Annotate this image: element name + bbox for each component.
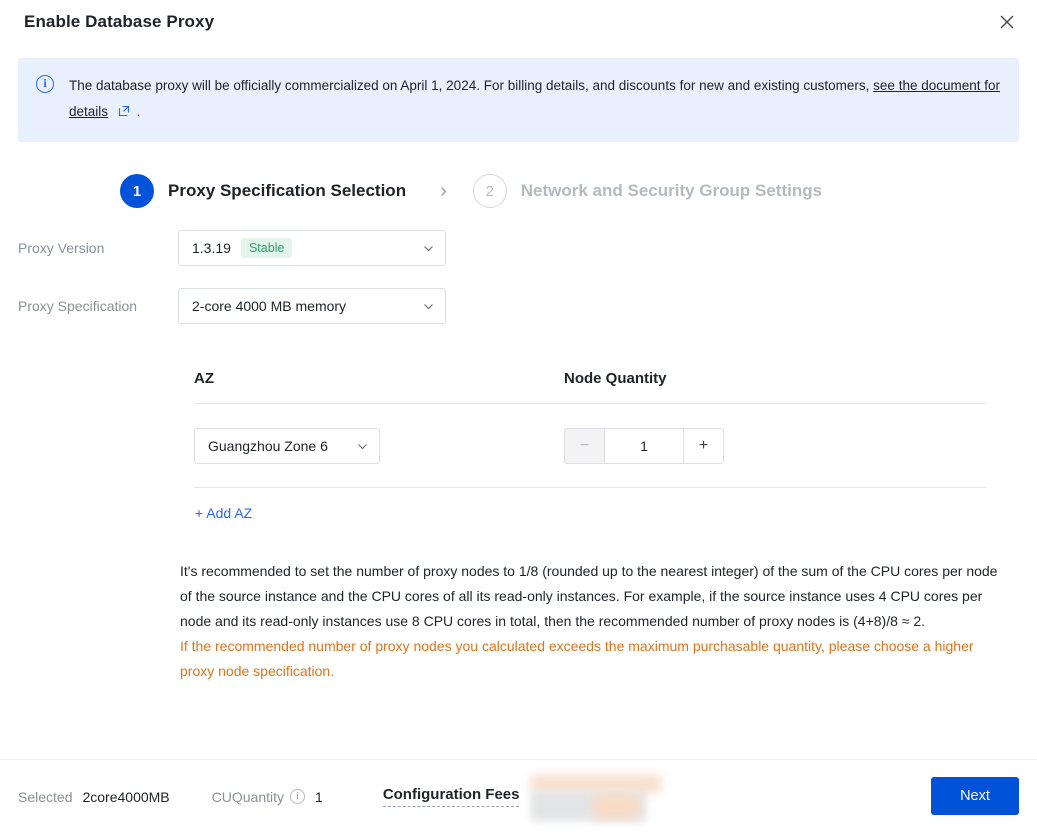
step-1-label: Proxy Specification Selection	[168, 181, 407, 200]
quantity-stepper	[564, 428, 724, 464]
dialog-header	[0, 0, 1037, 44]
dialog-footer	[0, 759, 1037, 833]
proxy-version-value: 1.3.19	[192, 240, 231, 256]
step-2	[473, 174, 822, 208]
quantity-value[interactable]: 1	[605, 429, 683, 463]
recommendation-warning: If the recommended number of proxy nodes you calculated exceeds the maximum purchasable quantity, please choose a higher proxy node specification.	[180, 638, 974, 679]
recommendation-text	[180, 559, 998, 684]
selected-label: Selected	[18, 788, 73, 805]
chevron-down-icon	[422, 300, 435, 313]
notice-text-part1: The database proxy will be officially commercialized on April 1, 2024. For billing details, and discounts for new and existing customers,	[69, 78, 870, 93]
next-button[interactable]: Next	[931, 777, 1019, 815]
cu-quantity-label: CUQuantity	[211, 788, 285, 805]
step-2-number: 2	[473, 174, 507, 208]
proxy-version-row	[0, 230, 1037, 266]
page-title: Enable Database Proxy	[24, 12, 215, 31]
proxy-version-label: Proxy Version	[18, 240, 105, 256]
proxy-specification-select[interactable]	[178, 288, 446, 324]
configuration-fees	[383, 786, 520, 807]
step-1[interactable]	[120, 174, 406, 208]
external-link-icon[interactable]	[118, 100, 130, 126]
stable-badge: Stable	[241, 238, 292, 258]
az-table-header	[194, 370, 986, 404]
az-select[interactable]	[194, 428, 380, 464]
az-cell	[194, 428, 564, 464]
table-row	[194, 404, 986, 488]
step-1-number: 1	[120, 174, 154, 208]
recommendation-body: It's recommended to set the number of proxy nodes to 1/8 (rounded up to the nearest integer) of the sum of the CPU cores per node of the source instance and the CPU cores of all its read-only instances. For example, if the source instance uses 4 CPU cores per node and its read-only instances use 8 CPU cores in total, then the recommended number of proxy nodes is (4+8)/8 ≈ 2.	[180, 563, 998, 629]
info-icon[interactable]: i	[290, 789, 305, 804]
quantity-decrement-button[interactable]: −	[565, 429, 605, 463]
chevron-down-icon	[356, 440, 369, 453]
proxy-specification-value: 2-core 4000 MB memory	[192, 298, 347, 314]
configuration-fees-label[interactable]: Configuration Fees	[383, 786, 520, 807]
step-2-label: Network and Security Group Settings	[520, 181, 823, 200]
step-chevron-icon: ›	[440, 180, 447, 202]
column-header-az: AZ	[194, 370, 214, 387]
step-indicator	[120, 174, 1037, 208]
proxy-version-select[interactable]	[178, 230, 446, 266]
proxy-specification-label: Proxy Specification	[18, 298, 138, 314]
fees-amount-redacted	[531, 775, 661, 821]
chevron-down-icon	[422, 242, 435, 255]
az-select-value: Guangzhou Zone 6	[208, 438, 328, 454]
notice-text-part2: .	[136, 104, 141, 119]
selected-value: 2core4000MB	[82, 788, 170, 805]
cu-quantity-value: 1	[315, 788, 323, 805]
proxy-specification-row	[0, 288, 1037, 324]
az-table	[194, 370, 986, 523]
add-az-button[interactable]: + Add AZ	[195, 505, 253, 521]
node-quantity-cell	[564, 428, 864, 464]
column-header-node-quantity: Node Quantity	[564, 370, 667, 387]
notice-banner	[18, 58, 1019, 142]
quantity-increment-button[interactable]: +	[683, 429, 723, 463]
document-link[interactable]: see the document for details	[69, 78, 1000, 119]
close-icon[interactable]	[995, 10, 1019, 34]
notice-text	[69, 73, 1001, 126]
info-icon: i	[36, 75, 54, 93]
